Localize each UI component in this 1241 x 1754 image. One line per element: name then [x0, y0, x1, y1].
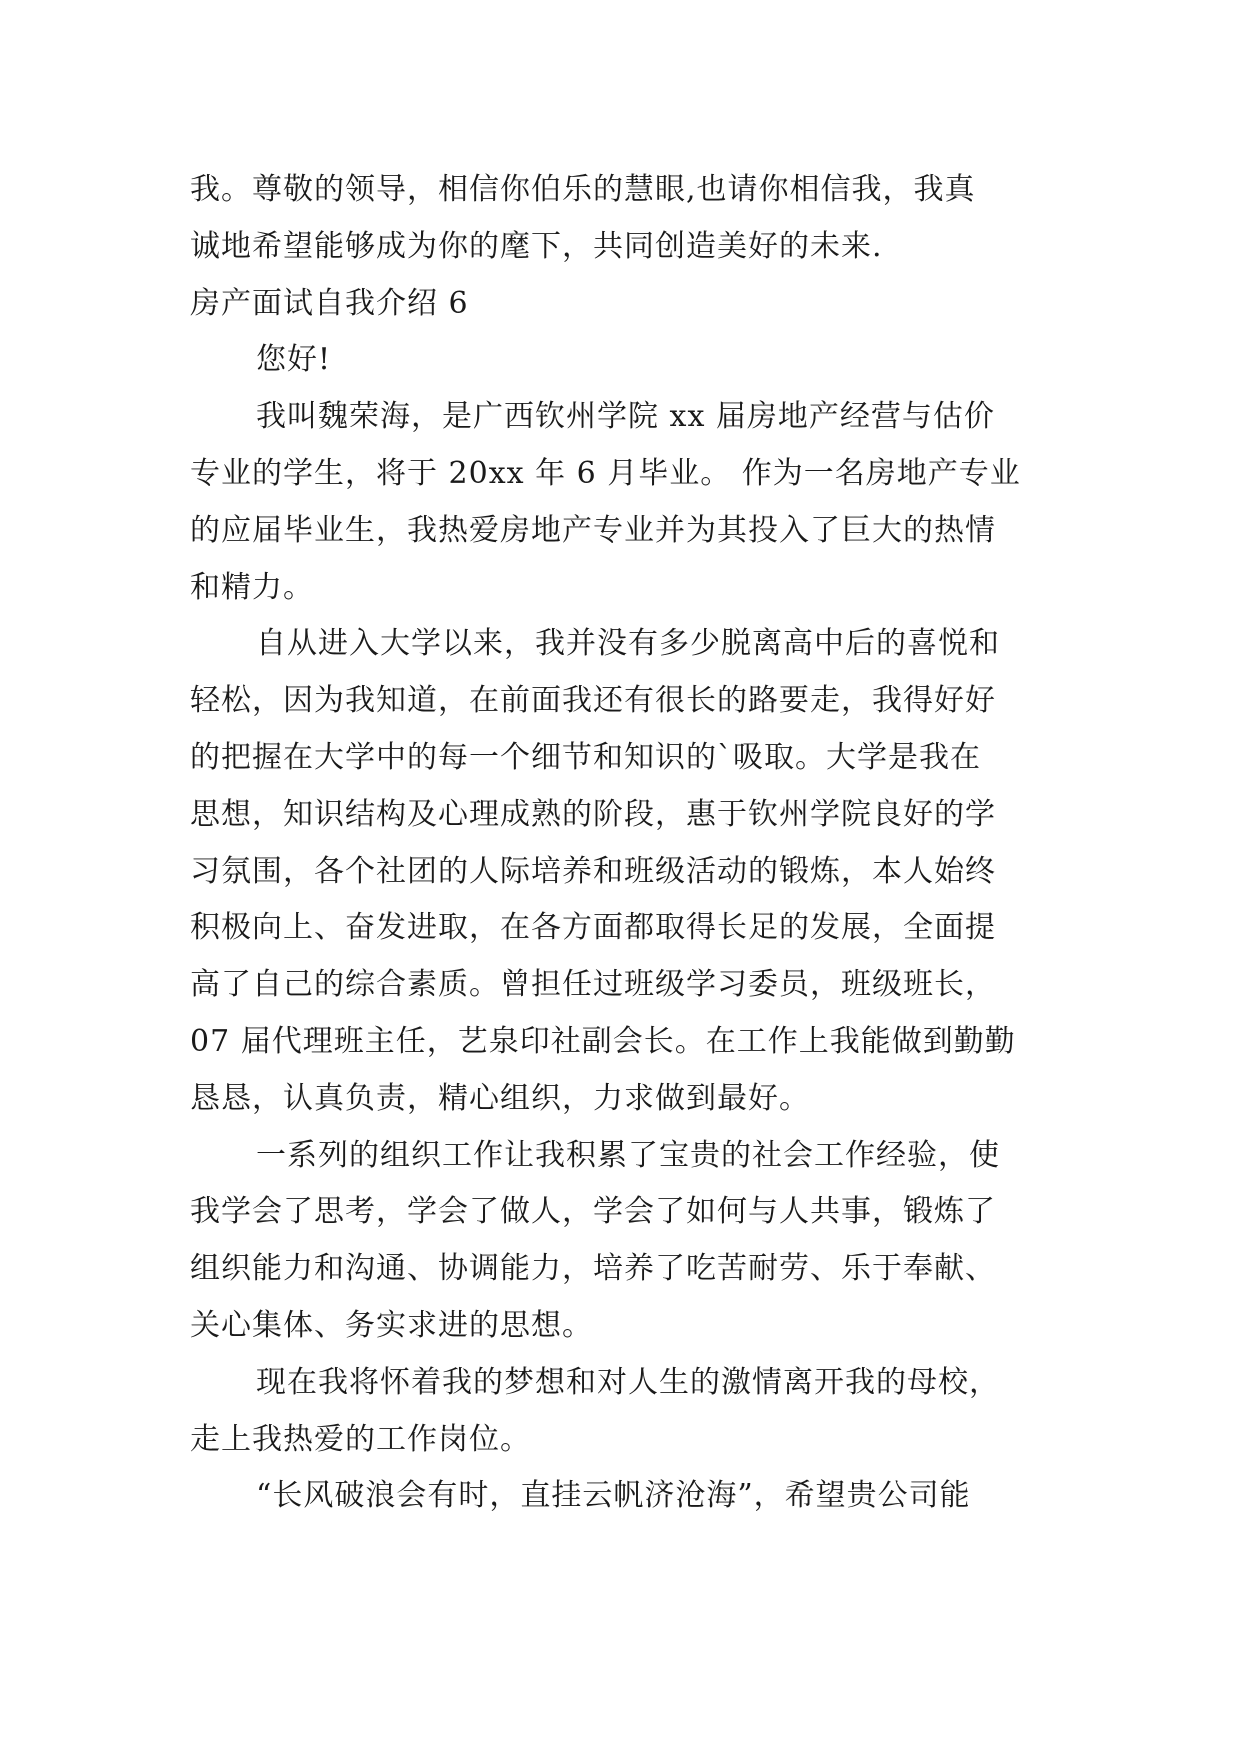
text-line: 和精力。 [190, 569, 314, 605]
text-line: 习氛围，各个社团的人际培养和班级活动的锻炼，本人始终 [190, 853, 996, 889]
text-line: 思想，知识结构及心理成熟的阶段，惠于钦州学院良好的学 [190, 796, 996, 832]
paragraph-start: 我叫魏荣海，是广西钦州学院 xx 届房地产经营与估价 [256, 399, 995, 435]
text-line: 诚地希望能够成为你的麾下，共同创造美好的未来. [190, 228, 883, 264]
text-line: 的应届毕业生，我热爱房地产专业并为其投入了巨大的热情 [190, 512, 996, 548]
text-line: 轻松，因为我知道，在前面我还有很长的路要走，我得好好 [190, 683, 996, 719]
paragraph-start: 现在我将怀着我的梦想和对人生的激情离开我的母校， [256, 1364, 1000, 1400]
text-line: 高了自己的综合素质。曾担任过班级学习委员，班级班长， [190, 967, 996, 1003]
greeting-line: 您好! [256, 342, 332, 378]
text-line: 关心集体、务实求进的思想。 [190, 1307, 593, 1343]
section-heading: 房产面试自我介绍 6 [190, 285, 469, 321]
text-line: 恳恳，认真负责，精心组织，力求做到最好。 [190, 1080, 810, 1116]
text-line: 走上我热爱的工作岗位。 [190, 1421, 531, 1457]
document-body [190, 162, 1060, 1525]
paragraph-start: “长风破浪会有时，直挂云帆济沧海”，希望贵公司能 [256, 1478, 971, 1514]
paragraph-start: 一系列的组织工作让我积累了宝贵的社会工作经验，使 [256, 1137, 1000, 1173]
text-line: 积极向上、奋发进取，在各方面都取得长足的发展，全面提 [190, 910, 996, 946]
text-line: 我学会了思考，学会了做人，学会了如何与人共事，锻炼了 [190, 1194, 996, 1230]
text-line: 07 届代理班主任，艺泉印社副会长。在工作上我能做到勤勤 [190, 1023, 1016, 1059]
text-line: 专业的学生，将于 20xx 年 6 月毕业。 作为一名房地产专业 [190, 455, 1021, 491]
paragraph-start: 自从进入大学以来，我并没有多少脱离高中后的喜悦和 [256, 626, 1000, 662]
text-line: 我。尊敬的领导，相信你伯乐的慧眼,也请你相信我，我真 [190, 172, 976, 207]
text-line: 组织能力和沟通、协调能力，培养了吃苦耐劳、乐于奉献、 [190, 1251, 996, 1287]
text-line: 的把握在大学中的每一个细节和知识的`吸取。大学是我在 [190, 739, 981, 775]
